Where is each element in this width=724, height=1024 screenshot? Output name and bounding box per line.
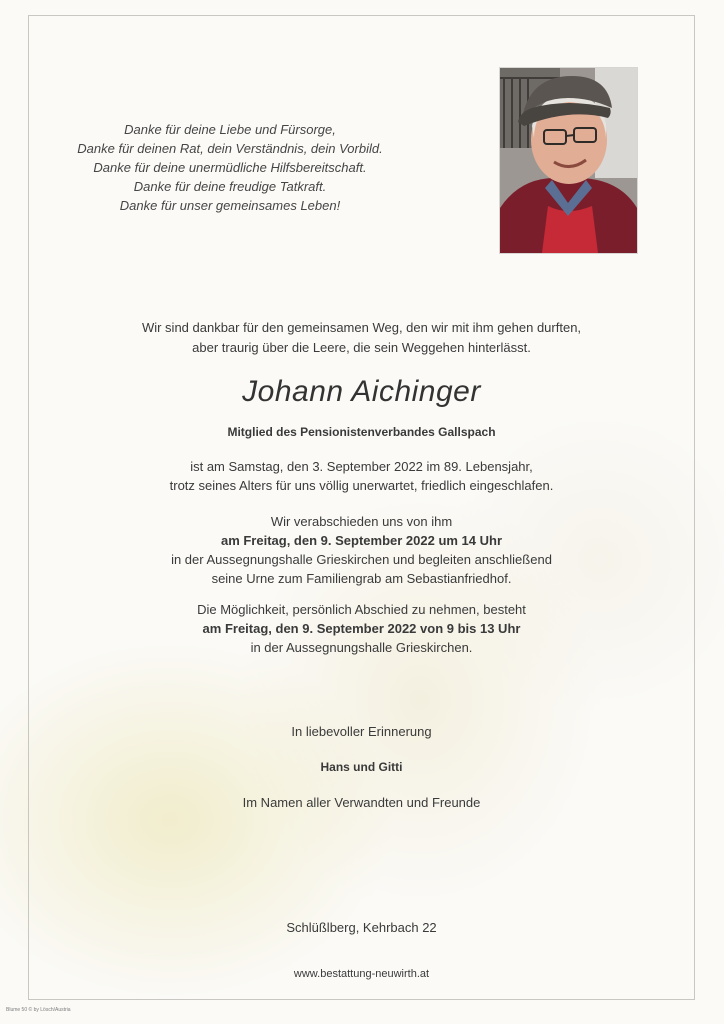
intro-line: aber traurig über die Leere, die sein Weggehen hinterlässt. [192, 340, 531, 355]
motto-line: Danke für deine Liebe und Fürsorge, [124, 122, 336, 137]
passing-text [28, 457, 695, 495]
motto-line: Danke für deine unermüdliche Hilfsbereitschaft. [93, 160, 367, 175]
viewing-line: in der Aussegnungshalle Grieskirchen. [250, 640, 473, 655]
membership-line: Mitglied des Pensionistenverbandes Gallspach [227, 425, 496, 439]
funeral-date: am Freitag, den 9. September 2022 um 14 Uhr [220, 533, 503, 548]
funeral-text [28, 512, 695, 588]
memory-line: In liebevoller Erinnerung [291, 724, 432, 739]
design-credit: Blume 50 © by Lösch/Austria [6, 1007, 71, 1013]
viewing-date: am Freitag, den 9. September 2022 von 9 bis 13 Uhr [202, 621, 521, 636]
motto-line: Danke für deinen Rat, dein Verständnis, dein Vorbild. [77, 141, 383, 156]
address: Schlüßlberg, Kehrbach 22 [286, 920, 437, 935]
intro-line: Wir sind dankbar für den gemeinsamen Weg, den wir mit ihm gehen durften, [141, 320, 582, 335]
motto-block [40, 120, 420, 215]
viewing-text [28, 600, 695, 657]
motto-line: Danke für deine freudige Tatkraft. [133, 179, 327, 194]
passing-line: trotz seines Alters für uns völlig unerwartet, friedlich eingeschlafen. [169, 478, 554, 493]
website-link[interactable]: www.bestattung-neuwirth.at [293, 968, 430, 980]
portrait-illustration [500, 68, 637, 253]
viewing-line: Die Möglichkeit, persönlich Abschied zu nehmen, besteht [197, 602, 526, 617]
signers: Hans und Gitti [320, 760, 403, 774]
portrait-photo [499, 67, 638, 254]
funeral-line: in der Aussegnungshalle Grieskirchen und begleiten anschließend [171, 552, 552, 567]
relatives-line: Im Namen aller Verwandten und Freunde [242, 795, 481, 810]
intro-text [28, 318, 695, 358]
funeral-line: Wir verabschieden uns von ihm [270, 514, 453, 529]
deceased-name: Johann Aichinger [242, 375, 481, 408]
funeral-line: seine Urne zum Familiengrab am Sebastianfriedhof. [211, 571, 512, 586]
passing-line: ist am Samstag, den 3. September 2022 im 89. Lebensjahr, [190, 459, 533, 474]
motto-line: Danke für unser gemeinsames Leben! [119, 198, 341, 213]
